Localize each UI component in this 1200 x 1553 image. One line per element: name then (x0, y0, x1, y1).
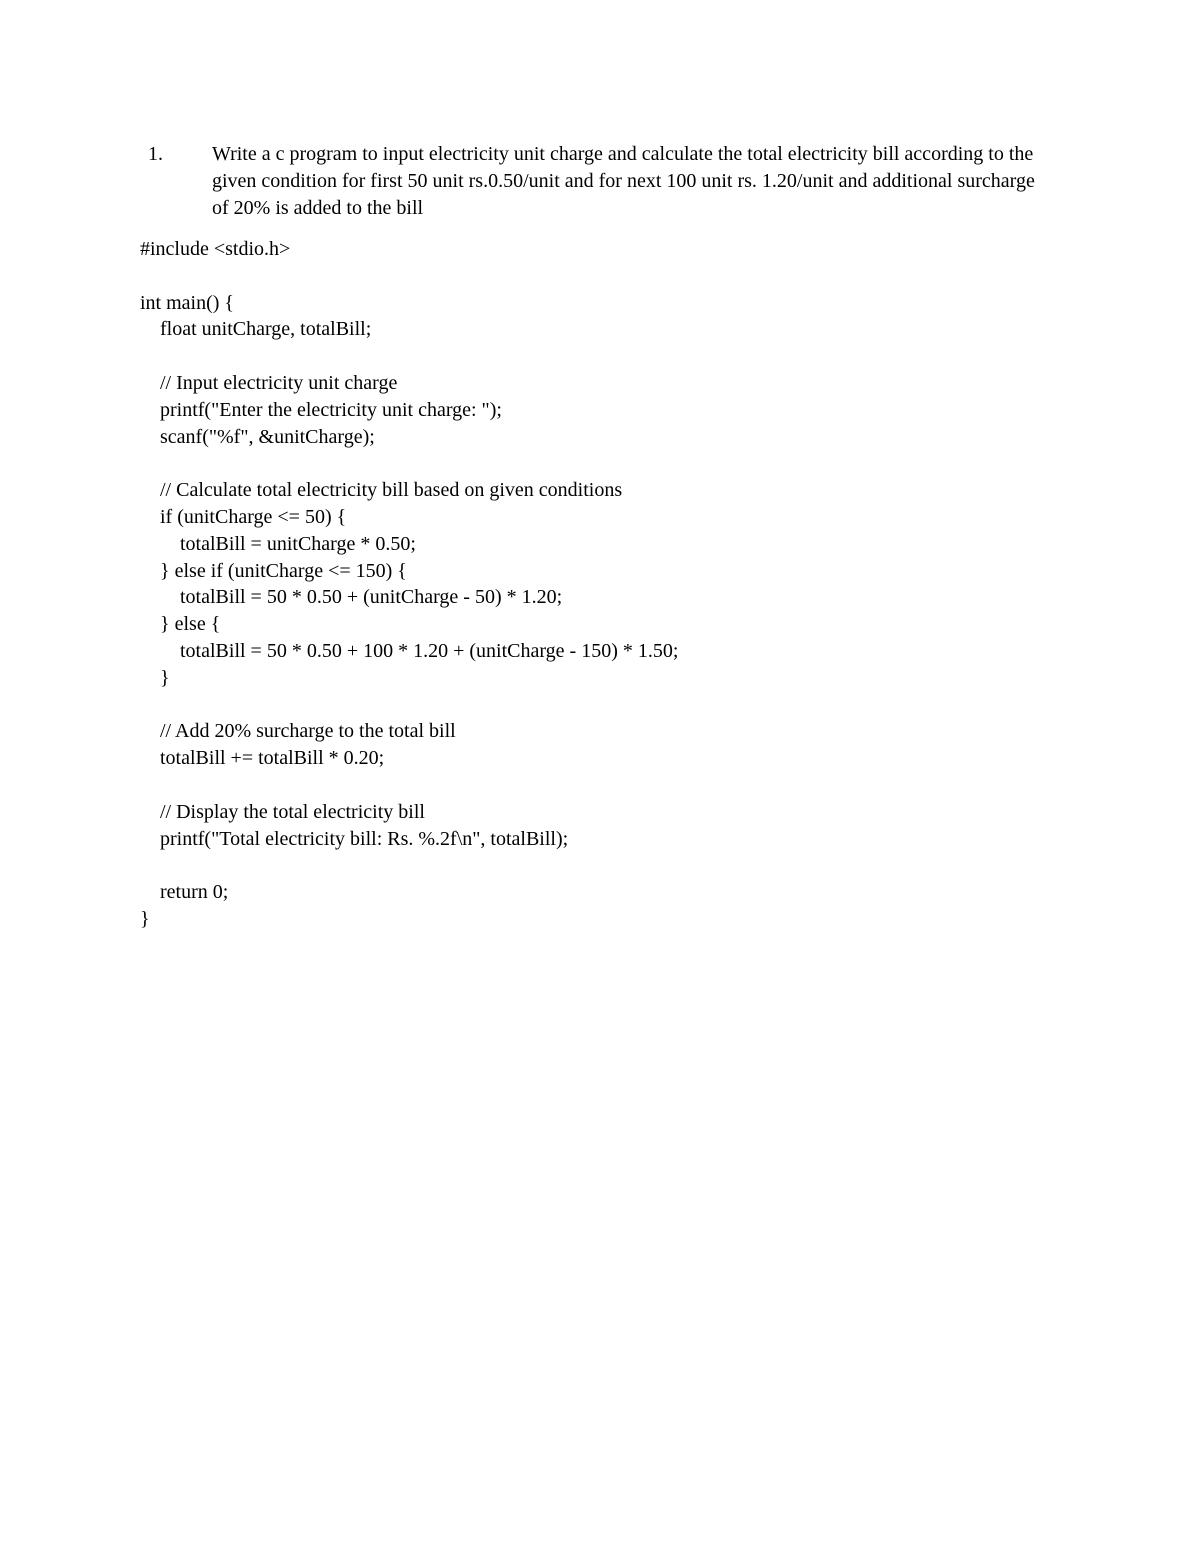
code-line: totalBill = 50 * 0.50 + (unitCharge - 50) * 1.20; (140, 586, 563, 609)
code-line: } else if (unitCharge <= 150) { (140, 559, 407, 582)
code-line (140, 772, 1040, 799)
code-line: totalBill += totalBill * 0.20; (140, 747, 385, 770)
code-line: printf("Enter the electricity unit charge: "); (140, 398, 502, 421)
code-line: if (unitCharge <= 50) { (140, 505, 347, 528)
code-line: int main() { (140, 291, 235, 314)
code-line: scanf("%f", &unitCharge); (140, 425, 375, 448)
code-line: } (140, 907, 150, 930)
code-line (140, 852, 1040, 879)
code-line: // Add 20% surcharge to the total bill (140, 720, 456, 743)
question-text: Write a c program to input electricity unit charge and calculate the total electricity bill according to the given condition for first 50 unit rs.0.50/unit and for next 100 unit rs. 1.20/unit and additional surcharge of 20% is added to the bill (212, 143, 1035, 219)
code-line: totalBill = unitCharge * 0.50; (140, 532, 416, 555)
code-line (140, 263, 1040, 290)
code-line: #include <stdio.h> (140, 238, 291, 260)
code-line: printf("Total electricity bill: Rs. %.2f\n", totalBill); (140, 827, 569, 850)
code-line (140, 343, 1040, 370)
code-line: } (140, 666, 170, 689)
code-line: return 0; (140, 881, 229, 904)
code-line: } else { (140, 613, 221, 636)
question-item (140, 141, 1060, 222)
code-block (140, 236, 1040, 933)
code-line (140, 450, 1040, 477)
code-line (140, 692, 1040, 719)
code-line: totalBill = 50 * 0.50 + 100 * 1.20 + (unitCharge - 150) * 1.50; (140, 639, 679, 662)
question-number: 1. (148, 143, 163, 165)
code-line: // Calculate total electricity bill based on given conditions (140, 479, 623, 502)
code-line: // Input electricity unit charge (140, 371, 398, 394)
question-number-container (140, 141, 212, 222)
code-line: float unitCharge, totalBill; (140, 318, 372, 341)
code-line: // Display the total electricity bill (140, 800, 425, 823)
